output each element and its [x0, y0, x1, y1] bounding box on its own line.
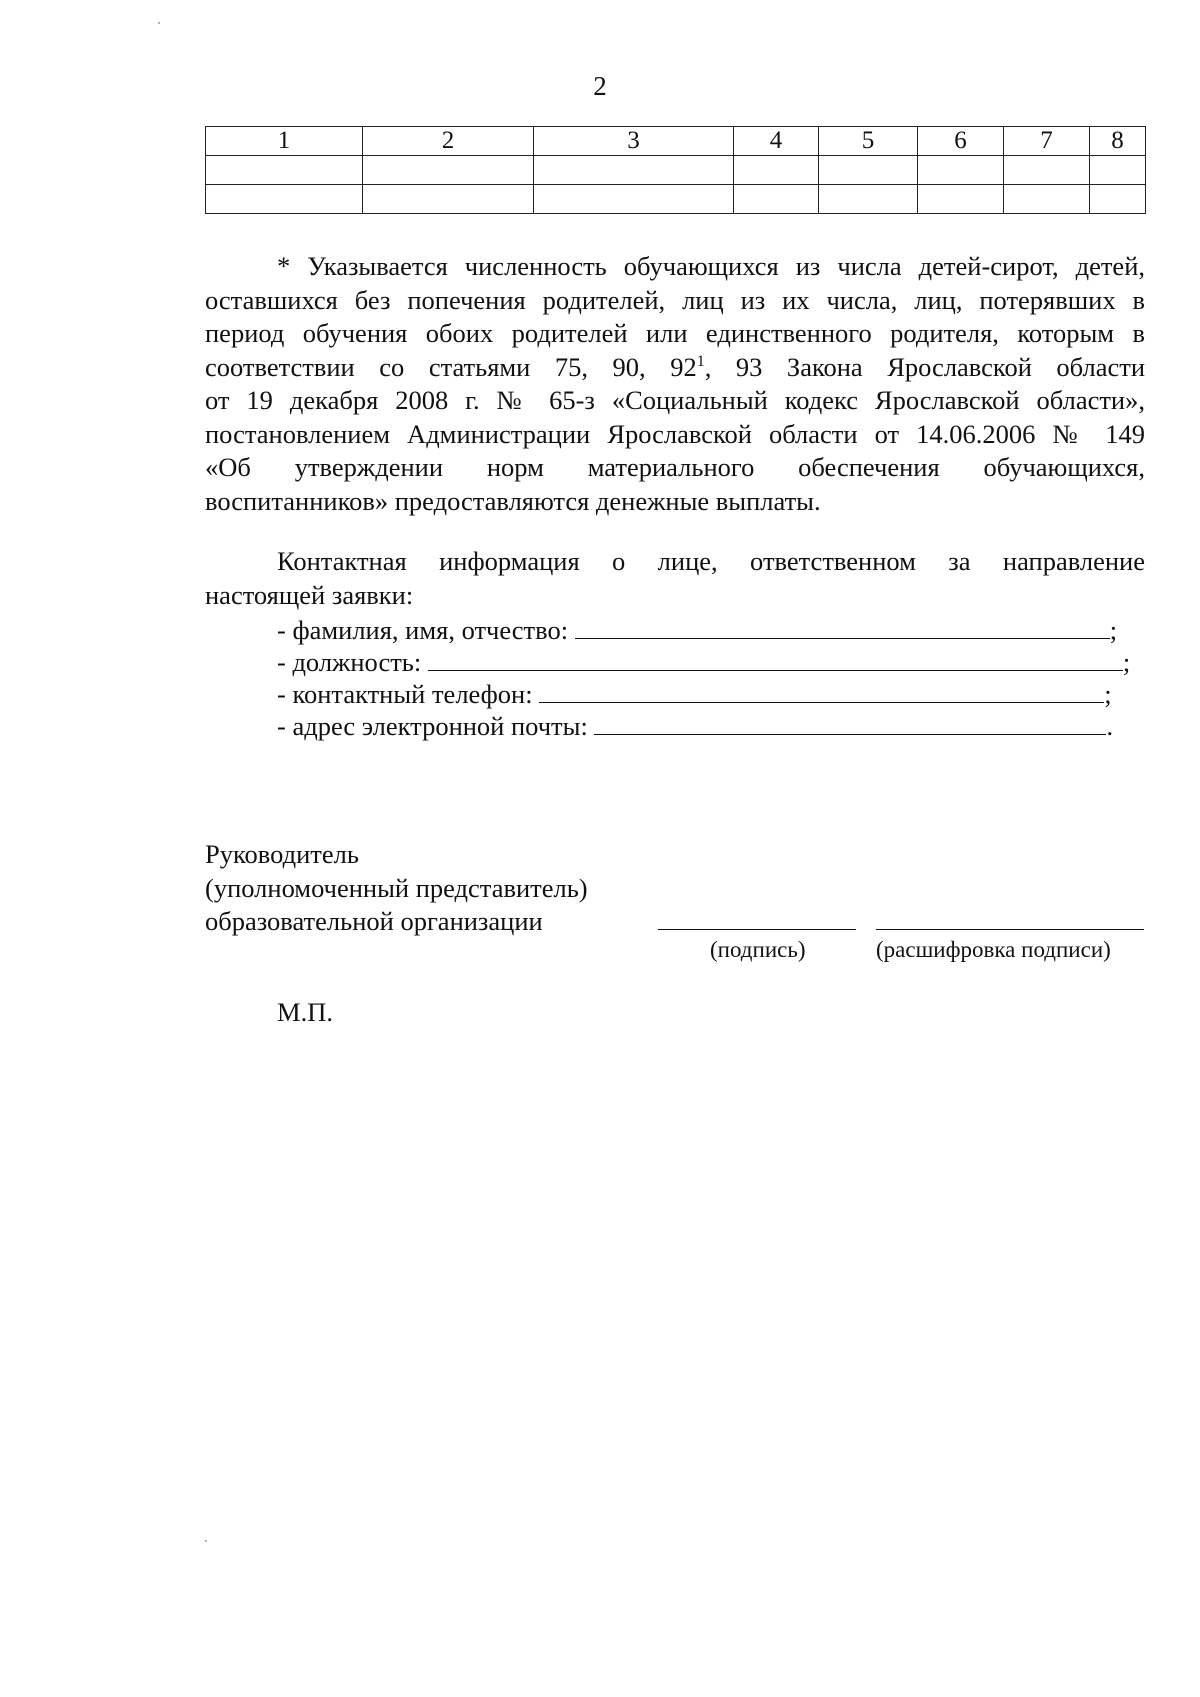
footnote-superscript: 1 [696, 352, 705, 370]
footnote-line: период обучения обоих родителей или единственного родителя, которым в [205, 318, 1145, 348]
table-cell [918, 185, 1004, 214]
position-blank[interactable] [428, 644, 1123, 671]
email-blank[interactable] [594, 708, 1106, 735]
phone-blank[interactable] [539, 676, 1104, 703]
table-header-cell: 1 [206, 127, 363, 156]
table-cell [1090, 185, 1146, 214]
table-cell [534, 185, 734, 214]
table-cell [734, 185, 819, 214]
contact-intro [205, 545, 1145, 612]
table-cell [819, 156, 918, 185]
field-label: - должность: [277, 647, 428, 677]
signatory-line: образовательной организации [205, 906, 543, 936]
field-label: - адрес электронной почты: [277, 711, 595, 741]
table-cell [918, 156, 1004, 185]
contact-field-phone [277, 676, 1112, 710]
footnote-text: , 93 Закона Ярославской области [704, 351, 1146, 382]
table-header-cell: 6 [918, 127, 1004, 156]
table-header-cell: 4 [734, 127, 819, 156]
signature-line[interactable] [658, 928, 856, 930]
signatory-line: Руководитель [205, 839, 359, 869]
scan-speck [158, 22, 160, 24]
field-end: ; [1109, 615, 1118, 645]
table-cell [363, 185, 534, 214]
table-row [206, 185, 1146, 214]
table-cell [363, 156, 534, 185]
contact-field-email [277, 708, 1113, 742]
contact-field-fio [277, 612, 1117, 646]
table-header-cell: 3 [534, 127, 734, 156]
table-cell [206, 156, 363, 185]
fio-blank[interactable] [575, 612, 1110, 639]
footnote-line: оставшихся без попечения родителей, лиц из их числа, лиц, потерявших в [205, 284, 1145, 315]
footnote-line [205, 351, 1145, 385]
field-label: - контактный телефон: [277, 679, 540, 709]
table-cell [206, 185, 363, 214]
table-header-cell: 2 [363, 127, 534, 156]
table-cell [1004, 185, 1090, 214]
table-header-cell: 7 [1004, 127, 1090, 156]
footnote-line: постановлением Администрации Ярославской области от 14.06.2006 № 149 [205, 418, 1145, 449]
table-cell [1004, 156, 1090, 185]
field-end: ; [1122, 647, 1131, 677]
data-table [205, 126, 1146, 214]
scan-speck [205, 1540, 207, 1542]
contact-intro-line: Контактная информация о лице, ответственном за направление [277, 546, 1145, 576]
signature-decoding-caption: (расшифровка подписи) [876, 937, 1111, 962]
stamp-mark: М.П. [277, 997, 333, 1027]
contact-field-position [277, 644, 1130, 678]
footnote-line: воспитанников» предоставляются денежные выплаты. [205, 485, 821, 516]
contact-intro-line: настоящей заявки: [205, 579, 414, 610]
table-cell [534, 156, 734, 185]
table-cell [1090, 156, 1146, 185]
field-label: - фамилия, имя, отчество: [277, 615, 575, 645]
footnote-text: соответствии со статьями 75, 90, 92 [205, 351, 697, 382]
footnote [205, 250, 1145, 518]
table-header-cell: 8 [1090, 127, 1146, 156]
table-row [206, 156, 1146, 185]
table-header-row [206, 127, 1146, 156]
table-cell [819, 185, 918, 214]
signatory-block [205, 838, 805, 939]
table-header-cell: 5 [819, 127, 918, 156]
field-end: . [1106, 711, 1114, 741]
table-cell [734, 156, 819, 185]
signature-caption: (подпись) [710, 937, 806, 962]
signature-decoding-line[interactable] [876, 928, 1144, 930]
footnote-line: от 19 декабря 2008 г. № 65-з «Социальный кодекс Ярославской области», [205, 385, 1145, 415]
signatory-line: (уполномоченный представитель) [205, 872, 588, 903]
footnote-line: * Указывается численность обучающихся из числа детей-сирот, детей, [277, 251, 1145, 281]
page-number: 2 [593, 71, 607, 101]
footnote-line: «Об утверждении норм материального обеспечения обучающихся, [205, 452, 1145, 482]
field-end: ; [1104, 679, 1112, 709]
